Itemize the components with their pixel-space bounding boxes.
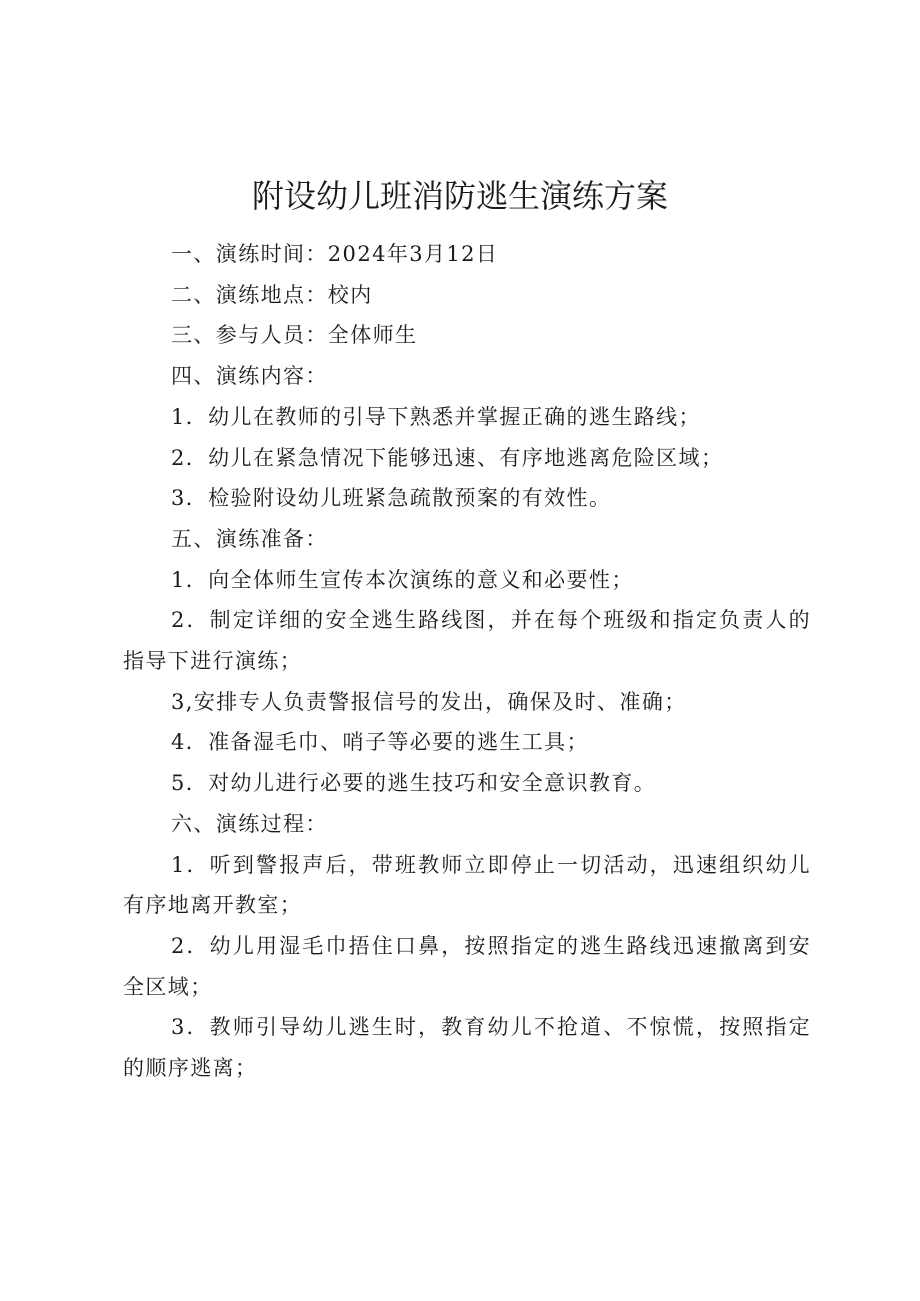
content-item-2: 2．幼儿在紧急情况下能够迅速、有序地逃离危险区域；: [171, 445, 724, 470]
paragraph-participants: 三、参与人员：全体师生: [171, 323, 418, 348]
section-heading-preparation: 五、演练准备：: [171, 526, 328, 551]
preparation-item-5: 5．对幼儿进行必要的逃生技巧和安全意识教育。: [171, 771, 657, 796]
process-item-1: 1．听到警报声后，带班教师立即停止一切活动，迅速组织幼儿有序地离开教室；: [123, 852, 811, 918]
section-heading-content: 四、演练内容：: [171, 364, 328, 389]
content-item-1: 1．幼儿在教师的引导下熟悉并掌握正确的逃生路线；: [171, 404, 701, 429]
process-item-2: 2．幼儿用湿毛巾捂住口鼻，按照指定的逃生路线迅速撤离到安全区域；: [123, 933, 811, 999]
preparation-item-3: 3,安排专人负责警报信号的发出，确保及时、准确；: [171, 689, 687, 714]
preparation-item-2: 2．制定详细的安全逃生路线图，并在每个班级和指定负责人的指导下进行演练；: [123, 608, 811, 674]
preparation-item-4: 4．准备湿毛巾、哨子等必要的逃生工具；: [171, 730, 589, 755]
document-body: [123, 234, 811, 1089]
paragraph-drill-location: 二、演练地点：校内: [171, 282, 373, 307]
process-item-3: 3．教师引导幼儿逃生时，教育幼儿不抢道、不惊慌，按照指定的顺序逃离；: [123, 1015, 811, 1081]
section-heading-process: 六、演练过程：: [171, 811, 328, 836]
paragraph-drill-time: 一、演练时间：2024年3月12日: [171, 242, 499, 266]
document-title: 附设幼儿班消防逃生演练方案: [251, 177, 668, 215]
content-item-3: 3．检验附设幼儿班紧急疏散预案的有效性。: [171, 486, 612, 511]
preparation-item-1: 1．向全体师生宣传本次演练的意义和必要性；: [171, 567, 634, 592]
